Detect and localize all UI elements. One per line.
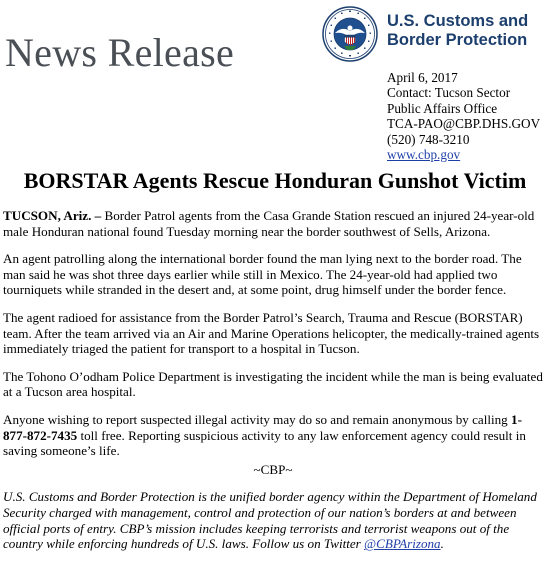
dhs-seal-logo	[322, 6, 378, 62]
paragraph-5	[3, 412, 543, 459]
contact-block	[387, 70, 540, 162]
paragraph-3: The agent radioed for assistance from the Border Patrol’s Search, Trauma and Rescue (BORSTAR) team. After the team arrived via an Air and Marine Operations helicopter, the medically-trained agents immediately triaged the patient for transport to a hospital in Tucson.	[3, 309, 540, 357]
end-mark: ~CBP~	[253, 461, 293, 477]
paragraph-2: An agent patrolling along the international border found the man lying next to the border road. The man said he was shot three days earlier while still in Mexico. The 24-year-old had applied two tourniquets while stranded in the desert and, at some point, drug himself under the border fence.	[3, 251, 522, 298]
agency-name	[387, 12, 528, 50]
tip-line-phone: 1-877-872-7435	[3, 411, 522, 443]
footer-text: U.S. Customs and Border Protection is the unified border agency within the Department of Homeland Security charged with management, control and protection of our nation’s borders at and between official ports of entry. CBP’s mission includes keeping terrorists and terrorist weapons out of the country while enforcing hundreds of U.S. laws. Follow us on Twitter	[3, 489, 537, 552]
contact-office: Public Affairs Office	[387, 100, 498, 116]
footer-boilerplate	[3, 489, 543, 551]
article-body	[3, 208, 543, 564]
paragraph-5-text: Anyone wishing to report suspected illegal activity may do so and remain anonymous by calling	[3, 411, 512, 427]
contact-phone: (520) 748-3210	[387, 131, 470, 147]
footer-period: .	[440, 536, 444, 552]
paragraph-1-text: Border Patrol agents from the Casa Grande Station rescued an injured 24-year-old male Honduran national found Tuesday morning near the border southwest of Sells, Arizona.	[3, 208, 535, 239]
contact-email: TCA-PAO@CBP.DHS.GOV	[387, 116, 541, 132]
agency-name-line2: Border Protection	[387, 31, 528, 49]
agency-name-line1: U.S. Customs and	[387, 12, 529, 30]
page-title: News Release	[5, 30, 235, 75]
paragraph-4: The Tohono O’odham Police Department is investigating the incident while the man is being evaluated at a Tucson area hospital.	[3, 368, 543, 400]
dateline: TUCSON, Ariz. –	[3, 208, 102, 223]
headline: BORSTAR Agents Rescue Honduran Gunshot Victim	[23, 168, 527, 193]
twitter-link[interactable]: @CBPArizona	[364, 536, 441, 552]
release-date: April 6, 2017	[387, 70, 458, 85]
paragraph-5-rest: toll free. Reporting suspicious activity to any law enforcement agency could result in saving someone’s life.	[3, 427, 526, 459]
contact-sector: Contact: Tucson Sector	[387, 85, 511, 101]
paragraph-1	[3, 208, 543, 239]
website-link[interactable]: www.cbp.gov	[387, 147, 461, 163]
